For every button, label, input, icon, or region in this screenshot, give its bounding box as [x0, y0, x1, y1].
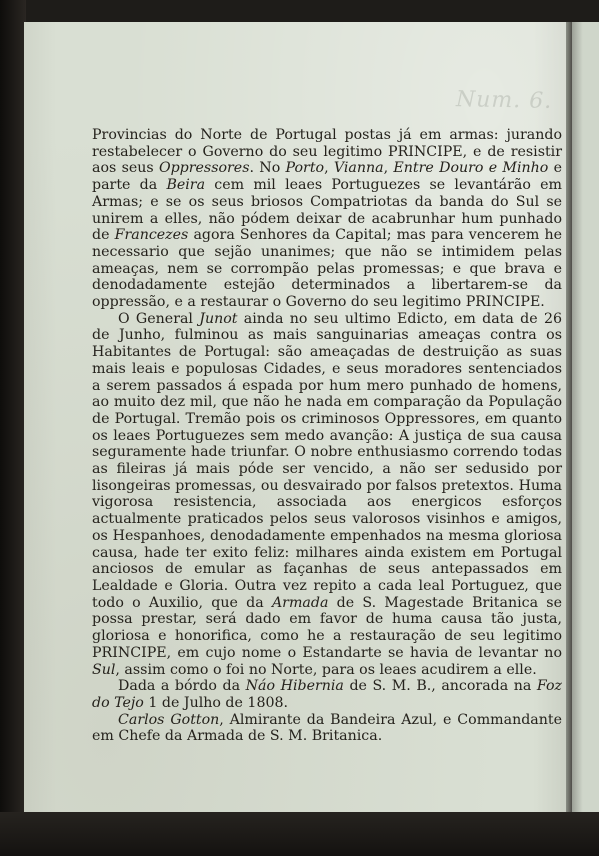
text-run: , — [324, 160, 334, 177]
text-run: 1 de Julho de 1808. — [143, 694, 289, 711]
text-run: de S. M. B., ancorada na — [343, 678, 537, 695]
paragraph — [92, 311, 562, 678]
left-binding-shadow — [0, 0, 26, 856]
text-run: . No — [249, 160, 286, 177]
italic-text-run: Sul — [92, 661, 116, 678]
paragraph — [92, 127, 562, 311]
italic-text-run: Porto — [285, 160, 325, 177]
page-body-text — [92, 127, 562, 745]
text-run: cem mil leaes Portuguezes se levantárão em Armas; e se os seus briosos Compatriotas da banda do Sul se unirem a elles, não pódem deixar de acabrunhar hum punhado de — [92, 177, 563, 244]
italic-text-run: Armada — [271, 594, 329, 611]
italic-text-run: Francezes — [114, 227, 189, 244]
italic-text-run: Carlos Gotton — [118, 711, 220, 728]
italic-text-run: Náo Hibernia — [245, 678, 344, 695]
italic-text-run: Foz do Tejo — [92, 678, 562, 711]
text-run: Dada a bórdo da — [118, 678, 246, 695]
text-run: de S. Magestade Britanica se possa prestar, será dado em favor de huma causa tão justa, gloriosa e honorifica, como he a restauração de seu legitimo PRINCIPE, em cujo nome o Estandarte se havia de levantar no — [92, 594, 562, 661]
document-page — [24, 22, 566, 812]
paragraph — [92, 712, 562, 745]
paragraph — [92, 678, 562, 711]
italic-text-run: Oppressores — [158, 160, 250, 177]
italic-text-run: Junot — [199, 310, 238, 327]
text-run: Provincias do Norte de Portugal postas já em armas: jurando restabelecer o Governo do seu legitimo PRINCIPE, e de resistir aos seus — [92, 127, 562, 177]
text-run: , — [383, 160, 394, 177]
text-run: , assim como o foi no Norte, para os leaes acudirem a elle. — [115, 661, 537, 678]
bottom-background — [0, 812, 599, 856]
text-run: e parte da — [92, 160, 562, 194]
faint-page-number: Num. 6. — [455, 87, 553, 114]
italic-text-run: Beira — [166, 177, 206, 194]
text-run: , Almirante da Bandeira Azul, e Commandante em Chefe da Armada de S. M. Britanica. — [92, 711, 562, 745]
text-run: O General — [118, 310, 200, 327]
italic-text-run: Vianna — [333, 160, 384, 177]
facing-page-edge — [572, 22, 599, 812]
italic-text-run: Entre Douro e Minho — [393, 160, 549, 177]
text-run: ainda no seu ultimo Edicto, em data de 26 de Junho, fulminou as mais sanguinarias ameaças contra os Habitantes de Portugal: são ameaçadas de destruição as suas mais leais e populosas Cidades, e seus moradores sentenciados a serem passados á espada por hum mero punhado de homens, ao muito dez mil, que não he nada em comparação da População de Portugal. Tremão pois os criminosos Oppressores, em quanto os leaes Portuguezes sem medo avanção: A justiça de sua causa seguramente hade triunfar. O nobre enthusiasmo correndo todas as fileiras já mais póde ser vencido, a não ser sedusido por lisongeiras promessas, ou desvairado por falsos pretextos. Huma vigorosa resistencia, associada aos energicos esforços actualmente praticados pelos seus valorosos visinhos e amigos, os Hespanhoes, denodadamente empenhados na mesma gloriosa causa, hade ter exito feliz: milhares ainda existem em Portugal anciosos de emular as façanhas de seus antepassados em Lealdade e Gloria. Outra vez repito a cada leal Portuguez, que todo o Auxilio, que da — [92, 310, 563, 611]
text-run: agora Senhores da Capital; mas para vencerem he necessario que sejão unanimes; que não se intimidem pelas ameaças, nem se corrompão pelas promessas; e que brava e denodadamente estejão determinados a libertarem-se da oppressão, e a restaurar o Governo do seu legitimo PRINCIPE. — [92, 227, 562, 311]
